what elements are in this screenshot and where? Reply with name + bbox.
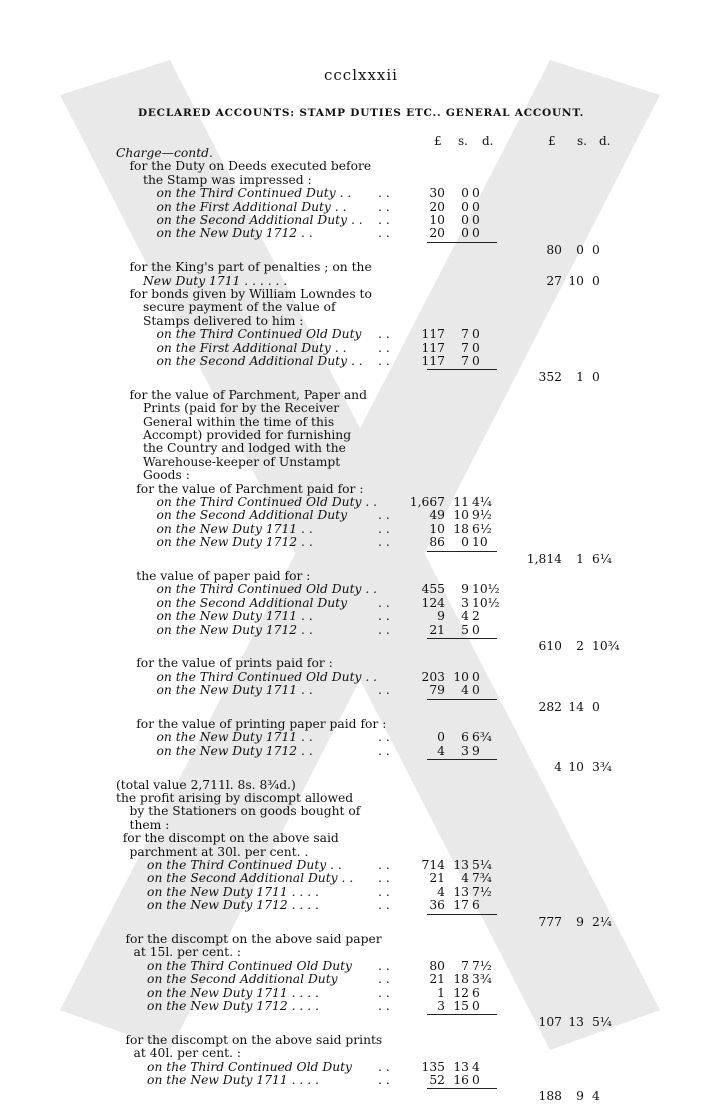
line-text: on the Third Continued Old Duty . .: [156, 669, 378, 684]
pounds-value: 117: [421, 354, 445, 368]
pounds-value: 3: [437, 999, 445, 1013]
line-text: the Stamp was impressed :: [143, 172, 312, 187]
shillings-value: 5: [461, 622, 469, 637]
pence-value: 0: [472, 226, 480, 241]
shillings-value: 15: [453, 999, 469, 1013]
total-shillings: 0: [576, 242, 584, 257]
leader-dots: . .: [378, 213, 390, 227]
shillings-value: 16: [453, 1073, 469, 1087]
line-text: Accompt) provided for furnishing: [143, 428, 352, 442]
shillings-value: 4: [461, 609, 469, 624]
pounds-value: 21: [429, 871, 445, 886]
total-pence: 0: [592, 242, 600, 257]
total-shillings: 10: [568, 273, 584, 288]
ledger-line: [0, 915, 722, 929]
ledger-line: [0, 760, 722, 774]
pounds-value: 203: [421, 669, 445, 684]
ledger-line: [0, 1073, 722, 1087]
ledger-line: [0, 730, 722, 744]
ledger-line: [0, 401, 722, 415]
line-text: for the discompt on the above said prints: [125, 1032, 383, 1047]
line-text: on the New Duty 1712 . . . .: [147, 898, 319, 913]
leader-dots: . .: [378, 199, 390, 214]
line-text: for the value of prints paid for :: [136, 656, 333, 671]
col-pounds-total: £: [548, 134, 556, 148]
leader-dots: . .: [378, 985, 390, 1000]
ledger-line: [0, 428, 722, 442]
leader-dots: . .: [378, 622, 390, 637]
leader-dots: . .: [378, 226, 390, 241]
line-text: on the First Additional Duty . .: [156, 340, 347, 355]
shillings-value: 13: [453, 1059, 469, 1074]
total-pence: 4: [592, 1089, 600, 1104]
ledger-line: [0, 744, 722, 758]
total-shillings: 13: [568, 1015, 584, 1030]
ledger-line: [0, 341, 722, 355]
pence-value: 10½: [472, 595, 500, 610]
ledger-line: [0, 314, 722, 328]
shillings-value: 17: [453, 898, 469, 913]
ledger-line: [0, 226, 722, 240]
shillings-value: 0: [461, 535, 469, 550]
line-text: on the Second Additional Duty . .: [156, 354, 363, 368]
ledger-line: [0, 327, 722, 341]
pounds-value: 10: [429, 521, 445, 536]
total-pence: 6¼: [592, 551, 612, 566]
pence-value: 5¼: [472, 858, 492, 872]
total-pence: 3¾: [592, 760, 612, 775]
ledger-line: [0, 1089, 722, 1103]
leader-dots: . .: [378, 186, 390, 201]
pence-value: 0: [472, 340, 480, 355]
page-header: DECLARED ACCOUNTS: STAMP DUTIES ETC.. GENERAL ACCOUNT.: [137, 107, 585, 119]
shillings-value: 13: [453, 858, 469, 872]
pounds-value: 124: [421, 595, 445, 610]
line-text: for the King's part of penalties ; on the: [129, 260, 372, 275]
line-text: Goods :: [143, 468, 190, 483]
pence-value: 6¾: [472, 730, 492, 745]
shillings-value: 7: [461, 327, 469, 342]
shillings-value: 10: [453, 508, 469, 523]
ledger-line: [0, 186, 722, 200]
leader-dots: . .: [378, 999, 390, 1013]
ledger-line: [0, 535, 722, 549]
line-text: for the discompt on the above said: [122, 831, 339, 846]
line-text: on the Third Continued Old Duty: [147, 1059, 353, 1074]
shillings-value: 7: [461, 340, 469, 355]
ledger-line: [0, 300, 722, 314]
ledger-line: [0, 482, 722, 496]
ledger-line: [0, 213, 722, 227]
shillings-value: 3: [461, 595, 469, 610]
ledger-line: [0, 986, 722, 1000]
pounds-value: 49: [429, 508, 445, 523]
shillings-value: 18: [453, 972, 469, 987]
line-text: General within the time of this: [143, 414, 335, 429]
shillings-value: 7: [461, 354, 469, 368]
shillings-value: 0: [461, 213, 469, 227]
pounds-value: 20: [429, 226, 445, 241]
line-text: the Country and lodged with the: [143, 441, 346, 456]
line-text: Stamps delivered to him :: [143, 313, 304, 328]
line-text: Charge—contd.: [116, 146, 213, 160]
pounds-value: 10: [429, 213, 445, 227]
total-pounds: 80: [546, 242, 562, 257]
ledger-line: [0, 287, 722, 301]
ledger-line: [0, 639, 722, 653]
leader-dots: . .: [378, 871, 390, 886]
pounds-value: 21: [429, 972, 445, 987]
leader-dots: . .: [378, 609, 390, 624]
ledger-line: [0, 243, 722, 257]
total-shillings: 14: [568, 699, 584, 714]
line-text: on the Third Continued Old Duty . .: [156, 582, 378, 597]
leader-dots: . .: [378, 327, 390, 342]
ledger-line: [0, 898, 722, 912]
total-pence: 0: [592, 699, 600, 714]
line-text: Prints (paid for by the Receiver: [143, 401, 340, 416]
ledger-line: [0, 370, 722, 384]
total-pounds: 610: [538, 639, 562, 653]
line-text: on the New Duty 1711 . . . .: [147, 985, 319, 1000]
ledger-line: [0, 582, 722, 596]
ledger-line: [0, 670, 722, 684]
line-text: on the Third Continued Old Duty: [147, 958, 353, 973]
leader-dots: . .: [378, 521, 390, 536]
total-shillings: 9: [576, 914, 584, 929]
line-text: on the Second Additional Duty . .: [156, 213, 363, 227]
shillings-value: 9: [461, 582, 469, 597]
line-text: for the value of Parchment paid for :: [136, 481, 364, 496]
ledger-line: [0, 552, 722, 566]
line-text: the value of paper paid for :: [136, 569, 311, 583]
total-pounds: 282: [538, 699, 562, 714]
ledger-line: [0, 717, 722, 731]
line-text: on the New Duty 1712 . .: [156, 622, 313, 637]
line-text: for the discompt on the above said paper: [125, 932, 382, 946]
pence-value: 0: [472, 999, 480, 1013]
total-pence: 2¼: [592, 914, 612, 929]
line-text: on the New Duty 1712 . .: [156, 226, 313, 241]
shillings-value: 10: [453, 669, 469, 684]
pence-value: 10½: [472, 582, 500, 597]
line-text: on the Third Continued Old Duty: [156, 327, 362, 342]
total-pence: 10¾: [592, 639, 620, 653]
pence-value: 0: [472, 622, 480, 637]
line-text: at 40l. per cent. :: [133, 1046, 242, 1061]
line-text: secure payment of the value of: [143, 300, 336, 315]
pence-value: 0: [472, 1073, 480, 1087]
line-text: on the New Duty 1711 . .: [156, 683, 313, 698]
leader-dots: . .: [378, 1059, 390, 1074]
pence-value: 10: [472, 535, 488, 550]
total-shillings: 9: [576, 1089, 584, 1104]
line-text: by the Stationers on goods bought of: [129, 804, 361, 819]
ledger-line: [0, 596, 722, 610]
leader-dots: . .: [378, 508, 390, 523]
ledger-line: [0, 656, 722, 670]
line-text: for bonds given by William Lowndes to: [129, 287, 372, 301]
pence-value: 0: [472, 683, 480, 698]
pence-value: 2: [472, 609, 480, 624]
pounds-value: 455: [421, 582, 445, 597]
shillings-value: 13: [453, 884, 469, 899]
col-shillings: s.: [458, 134, 468, 148]
line-text: on the Second Additional Duty: [147, 972, 338, 987]
pounds-value: 117: [421, 327, 445, 342]
ledger-line: [0, 683, 722, 697]
line-text: them :: [129, 817, 170, 832]
pence-value: 3¾: [472, 972, 492, 987]
total-shillings: 1: [576, 551, 584, 566]
ledger-line: [0, 159, 722, 173]
leader-dots: . .: [378, 340, 390, 355]
ledger-line: [0, 818, 722, 832]
ledger-line: [0, 945, 722, 959]
leader-dots: . .: [378, 972, 390, 987]
pence-value: 4¼: [472, 495, 492, 509]
pounds-value: 4: [437, 884, 445, 899]
leader-dots: . .: [378, 898, 390, 913]
pounds-value: 30: [429, 186, 445, 201]
total-pence: 0: [592, 273, 600, 288]
line-text: on the Second Additional Duty . .: [147, 871, 354, 886]
ledger-line: [0, 173, 722, 187]
total-shillings: 2: [576, 639, 584, 653]
leader-dots: . .: [378, 958, 390, 973]
line-text: on the Second Additional Duty: [156, 595, 348, 610]
pounds-value: 86: [429, 535, 445, 550]
total-pounds: 4: [554, 760, 562, 775]
total-pounds: 27: [546, 273, 562, 288]
page-number: ccclxxxii: [324, 66, 398, 84]
shillings-value: 4: [461, 871, 469, 886]
ledger-line: [0, 959, 722, 973]
ledger-line: [0, 623, 722, 637]
leader-dots: . .: [378, 858, 390, 872]
ledger-line: [0, 700, 722, 714]
line-text: for the value of printing paper paid for :: [136, 717, 387, 731]
col-pounds: £: [434, 134, 442, 148]
line-text: on the New Duty 1711 . .: [156, 521, 313, 536]
leader-dots: . .: [378, 595, 390, 610]
ledger-line: [0, 858, 722, 872]
pence-value: 0: [472, 669, 480, 684]
pounds-value: 0: [437, 730, 445, 745]
ledger-line: [0, 831, 722, 845]
pounds-value: 9: [437, 609, 445, 624]
ledger-line: [0, 1060, 722, 1074]
pence-value: 0: [472, 354, 480, 368]
ledger-line: [0, 932, 722, 946]
ledger-line: [0, 354, 722, 368]
total-pounds: 352: [538, 370, 562, 385]
line-text: on the Third Continued Duty . .: [156, 186, 352, 201]
line-text: on the New Duty 1711 . .: [156, 730, 313, 745]
ledger-line: [0, 885, 722, 899]
line-text: (total value 2,711l. 8s. 8¾d.): [116, 777, 296, 792]
shillings-value: 12: [453, 985, 469, 1000]
shillings-value: 6: [461, 730, 469, 745]
col-shillings-total: s.: [577, 134, 587, 148]
line-text: New Duty 1711 . . . . . .: [143, 273, 288, 288]
shillings-value: 0: [461, 226, 469, 241]
pence-value: 7¾: [472, 871, 492, 886]
shillings-value: 18: [453, 521, 469, 536]
pounds-value: 79: [429, 683, 445, 698]
ledger-line: [0, 200, 722, 214]
total-pounds: 1,814: [526, 551, 562, 566]
ledger-line: [0, 388, 722, 402]
ledger-line: [0, 791, 722, 805]
pounds-value: 1,667: [409, 495, 445, 509]
ledger-line: [0, 778, 722, 792]
pence-value: 6: [472, 985, 480, 1000]
pence-value: 7½: [472, 958, 492, 973]
line-text: on the First Additional Duty . .: [156, 199, 347, 214]
pounds-value: 4: [437, 743, 445, 758]
ledger-line: [0, 260, 722, 274]
total-pounds: 107: [538, 1015, 562, 1030]
col-pence-total: d.: [599, 134, 611, 148]
pence-value: 6½: [472, 521, 492, 536]
line-text: on the New Duty 1712 . .: [156, 535, 313, 550]
pounds-value: 135: [421, 1059, 445, 1074]
pounds-value: 714: [421, 858, 445, 872]
line-text: at 15l. per cent. :: [133, 945, 242, 960]
leader-dots: . .: [378, 884, 390, 899]
ledger-line: [0, 495, 722, 509]
total-pence: 0: [592, 370, 600, 385]
line-text: on the Third Continued Duty . .: [147, 858, 342, 872]
pence-value: 7½: [472, 884, 492, 899]
pence-value: 9½: [472, 508, 492, 523]
ledger-line: [0, 468, 722, 482]
ledger-line: [0, 972, 722, 986]
ledger-line: [0, 522, 722, 536]
line-text: parchment at 30l. per cent. .: [129, 844, 309, 859]
line-text: for the value of Parchment, Paper and: [129, 387, 367, 402]
ledger-line: [0, 804, 722, 818]
pence-value: 6: [472, 898, 480, 913]
shillings-value: 3: [461, 743, 469, 758]
leader-dots: . .: [378, 1073, 390, 1087]
total-shillings: 10: [568, 760, 584, 775]
pounds-value: 21: [429, 622, 445, 637]
ledger-line: [0, 871, 722, 885]
ledger-line: [0, 569, 722, 583]
shillings-value: 0: [461, 199, 469, 214]
line-text: on the New Duty 1711 . . . .: [147, 884, 319, 899]
pounds-value: 20: [429, 199, 445, 214]
pence-value: 0: [472, 199, 480, 214]
ledger-line: [0, 415, 722, 429]
total-pounds: 777: [538, 914, 562, 929]
ledger-line: [0, 274, 722, 288]
ledger-line: [0, 441, 722, 455]
ledger-line: [0, 845, 722, 859]
leader-dots: . .: [378, 535, 390, 550]
pounds-value: 36: [429, 898, 445, 913]
line-text: on the New Duty 1711 . .: [156, 609, 313, 624]
line-text: on the Third Continued Old Duty . .: [156, 495, 378, 509]
ledger-line: [0, 1033, 722, 1047]
leader-dots: . .: [378, 730, 390, 745]
line-text: on the New Duty 1712 . .: [156, 743, 313, 758]
pounds-value: 117: [421, 340, 445, 355]
ledger-line: [0, 999, 722, 1013]
pence-value: 0: [472, 186, 480, 201]
shillings-value: 0: [461, 186, 469, 201]
line-text: on the New Duty 1711 . . . .: [147, 1073, 319, 1087]
leader-dots: . .: [378, 743, 390, 758]
line-text: Warehouse-keeper of Unstampt: [143, 454, 341, 469]
line-text: for the Duty on Deeds executed before: [129, 159, 372, 174]
ledger-line: [0, 609, 722, 623]
ledger-line: [0, 508, 722, 522]
pounds-value: 80: [429, 958, 445, 973]
line-text: on the New Duty 1712 . . . .: [147, 999, 319, 1013]
shillings-value: 7: [461, 958, 469, 973]
line-text: on the Second Additional Duty: [156, 508, 348, 523]
total-pounds: 188: [538, 1089, 562, 1104]
ledger-line: [0, 455, 722, 469]
ledger-line: [0, 1046, 722, 1060]
pence-value: 0: [472, 327, 480, 342]
pounds-value: 52: [429, 1073, 445, 1087]
shillings-value: 4: [461, 683, 469, 698]
line-text: the profit arising by discompt allowed: [116, 791, 354, 805]
shillings-value: 11: [453, 495, 469, 509]
total-shillings: 1: [576, 370, 584, 385]
col-pence: d.: [482, 134, 494, 148]
pence-value: 9: [472, 743, 480, 758]
pence-value: 0: [472, 213, 480, 227]
ledger-line: [0, 146, 722, 160]
pence-value: 4: [472, 1059, 480, 1074]
total-pence: 5¼: [592, 1015, 612, 1030]
leader-dots: . .: [378, 354, 390, 368]
leader-dots: . .: [378, 683, 390, 698]
ledger-line: [0, 1015, 722, 1029]
pounds-value: 1: [437, 985, 445, 1000]
